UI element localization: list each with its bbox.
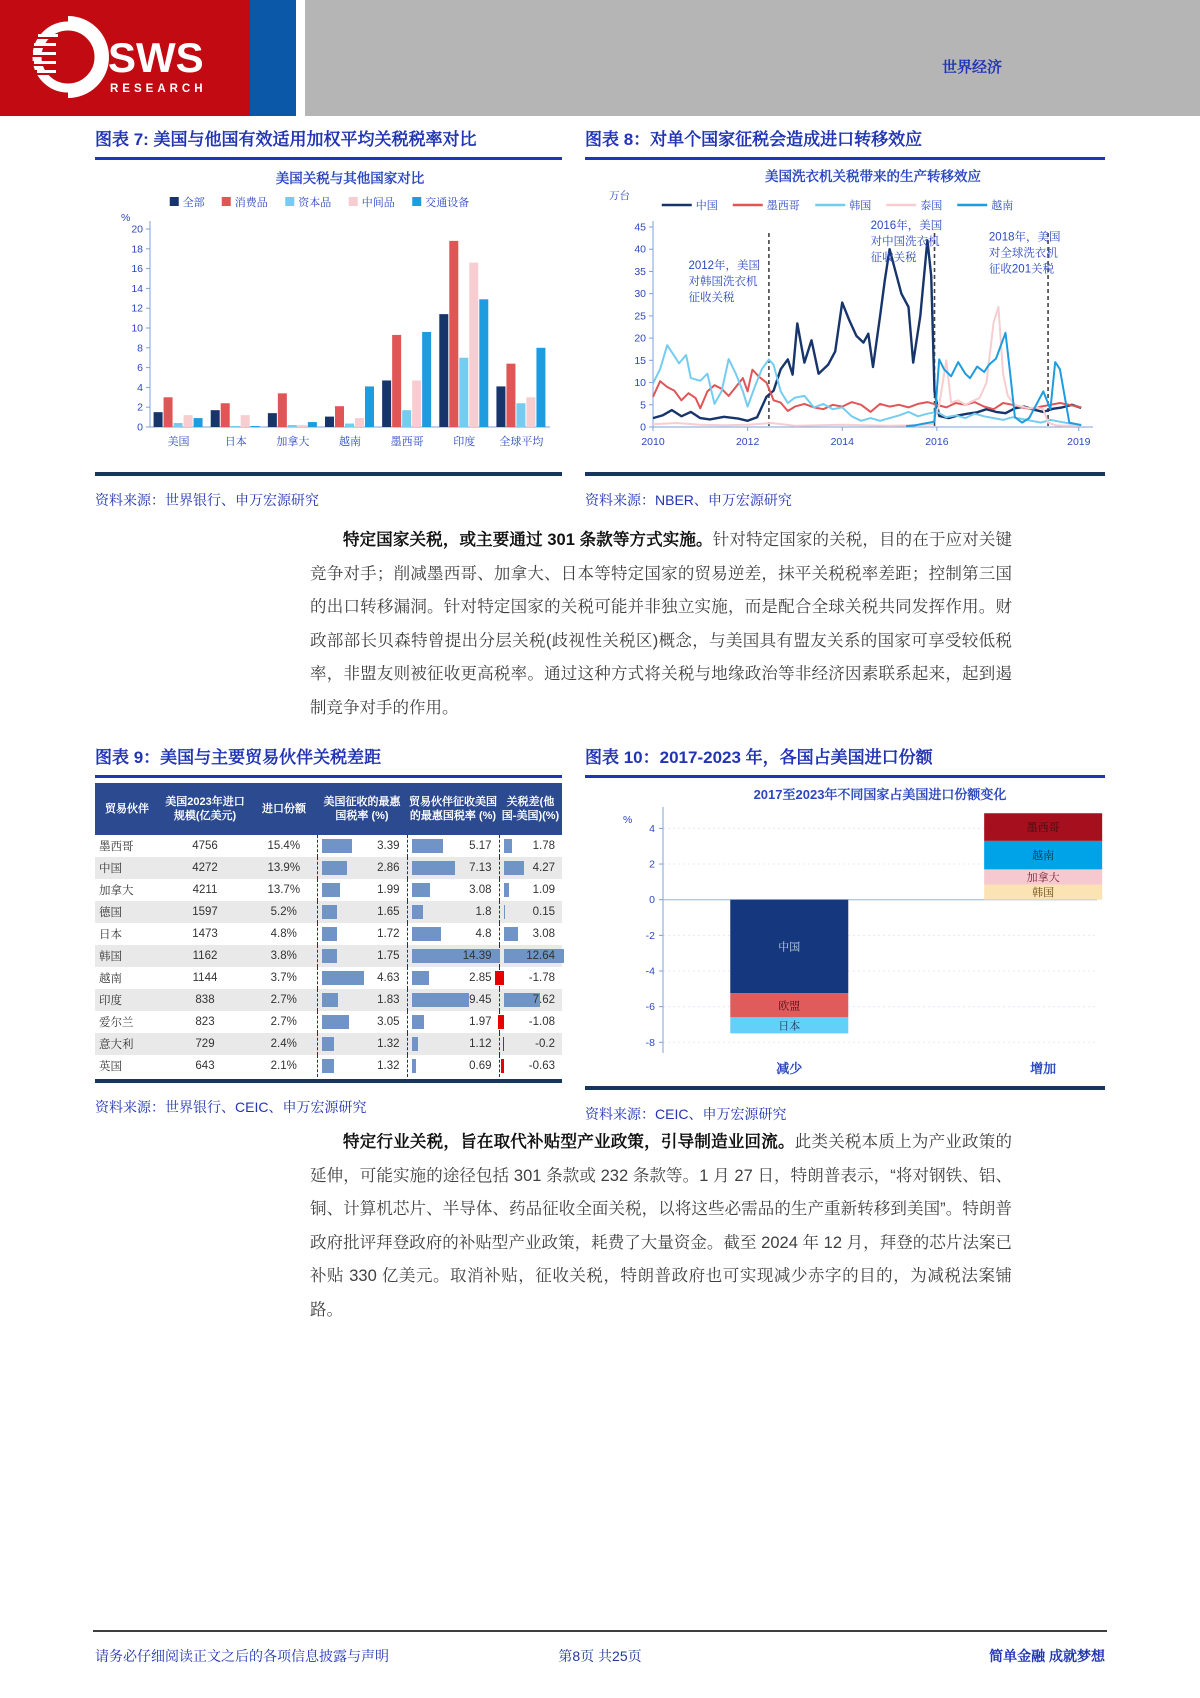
table-column-header: 美国征收的最惠国税率 (%): [317, 783, 407, 835]
svg-text:8: 8: [137, 342, 143, 355]
table-bar-cell: 1.12: [407, 1033, 499, 1055]
svg-text:美国洗衣机关税带来的生产转移效应: 美国洗衣机关税带来的生产转移效应: [765, 169, 981, 184]
table-cell: 德国: [99, 907, 122, 919]
table-bar-cell: 1.99: [317, 879, 407, 901]
svg-text:墨西哥: 墨西哥: [390, 436, 424, 448]
table-bar-cell: 4.8: [407, 923, 499, 945]
svg-text:20: 20: [634, 332, 646, 345]
table-row: [95, 1011, 562, 1033]
table-bar-cell: 7.62: [499, 989, 562, 1011]
svg-text:2016: 2016: [925, 436, 949, 448]
figure8: [585, 128, 1105, 510]
svg-text:0: 0: [137, 421, 143, 434]
table-cell: 印度: [99, 995, 122, 1007]
figure7-bottom-rule: [95, 472, 562, 476]
svg-text:中国: 中国: [695, 200, 718, 212]
svg-text:15: 15: [634, 354, 646, 367]
table-bar-cell: 1.83: [317, 989, 407, 1011]
svg-text:45: 45: [634, 221, 646, 234]
svg-text:20: 20: [131, 223, 143, 236]
svg-text:资本品: 资本品: [298, 197, 332, 209]
figure10-title: 图表 10：2017-2023 年，各国占美国进口份额: [585, 746, 1105, 778]
figure9-bottom-rule: [95, 1079, 562, 1083]
table-row: [95, 879, 562, 901]
svg-text:0: 0: [640, 421, 646, 434]
table-cell: 4272: [192, 862, 218, 874]
figure8-bottom-rule: [585, 472, 1105, 476]
svg-text:越南: 越南: [339, 436, 361, 448]
svg-text:2019: 2019: [1067, 436, 1091, 448]
table-cell: 4756: [192, 840, 218, 852]
table-bar-cell: 1.32: [317, 1055, 407, 1077]
table-bar-cell: 2.85: [407, 967, 499, 989]
table-cell: 13.9%: [267, 862, 301, 874]
report-header: [0, 0, 1200, 116]
table-bar-cell: 0.69: [407, 1055, 499, 1077]
svg-text:2: 2: [137, 401, 143, 414]
table-bar-cell: -1.78: [499, 967, 562, 989]
table-cell: 729: [195, 1038, 215, 1050]
svg-text:12: 12: [131, 302, 143, 315]
table-bar-cell: 2.86: [317, 857, 407, 879]
table-cell: 3.7%: [270, 972, 297, 984]
table-cell: 15.4%: [267, 840, 301, 852]
svg-text:全部: 全部: [182, 197, 205, 209]
brand-text: SWS: [108, 34, 204, 81]
figure8-chart: [585, 165, 1105, 465]
table-bar-cell: 1.78: [499, 835, 562, 857]
table-cell: 5.2%: [270, 906, 297, 918]
figure10-chart: [585, 783, 1105, 1079]
table-bar-cell: 1.75: [317, 945, 407, 967]
table-bar-cell: 3.39: [317, 835, 407, 857]
table-bar-cell: 3.05: [317, 1011, 407, 1033]
table-bar-cell: 4.27: [499, 857, 562, 879]
svg-text:40: 40: [634, 243, 646, 256]
figure10: [585, 746, 1105, 1124]
table-bar-cell: -0.63: [499, 1055, 562, 1077]
table-bar-cell: 0.15: [499, 901, 562, 923]
svg-text:2: 2: [649, 858, 655, 871]
table-row: [95, 923, 562, 945]
svg-text:中间品: 中间品: [361, 197, 395, 209]
svg-text:25: 25: [634, 310, 646, 323]
table-row: [95, 835, 562, 857]
table-cell: 日本: [99, 929, 122, 941]
table-row: [95, 901, 562, 923]
figure7-source: 资料来源：世界银行、申万宏源研究: [95, 492, 319, 508]
table-bar-cell: 5.17: [407, 835, 499, 857]
svg-text:对韩国洗衣机: 对韩国洗衣机: [688, 276, 758, 289]
table-cell: 643: [195, 1060, 215, 1072]
table-cell: 2.1%: [270, 1060, 297, 1072]
figure9-source: 资料来源：世界银行、CEIC、申万宏源研究: [95, 1099, 367, 1115]
paragraph-industry-tariffs: [310, 1126, 1012, 1327]
svg-text:2014: 2014: [830, 436, 854, 448]
svg-text:美国关税与其他国家对比: 美国关税与其他国家对比: [275, 171, 425, 186]
svg-text:征收关税: 征收关税: [870, 252, 917, 265]
table-row: [95, 945, 562, 967]
paragraph1-body: 针对特定国家的关税，目的在于应对关键竞争对手；削减墨西哥、加拿大、日本等特定国家的贸易逆差，抹平关税税率差距；控制第三国的出口转移漏洞。针对特定国家的关税可能并非独立实施，而是配合全球关税共同发挥作用。财政部部长贝森特曾提出分层关税(歧视性关税区)概念，与美国具有盟友关系的国家可享受较低税率，非盟友则被征收更高税率。通过这种方式将关税与地缘政治等非经济因素联系起来，起到遏制竞争对手的作用。: [310, 531, 1012, 717]
table-row: [95, 857, 562, 879]
table-bar-cell: 7.13: [407, 857, 499, 879]
table-column-header: 贸易伙伴征收美国的最惠国税率 (%): [407, 783, 499, 835]
table-cell: 4.8%: [270, 928, 297, 940]
paragraph-country-tariffs: [310, 524, 1012, 725]
table-row: [95, 989, 562, 1011]
svg-text:交通设备: 交通设备: [425, 197, 470, 209]
table-row: [95, 1055, 562, 1077]
table-cell: 墨西哥: [99, 841, 134, 853]
svg-text:10: 10: [634, 377, 646, 390]
svg-text:万台: 万台: [609, 190, 630, 202]
table-cell: 4211: [192, 884, 218, 896]
table-cell: 3.8%: [270, 950, 297, 962]
svg-text:30: 30: [634, 288, 646, 301]
table-cell: 爱尔兰: [99, 1017, 134, 1029]
svg-text:2012: 2012: [735, 436, 760, 448]
svg-text:加拿大: 加拿大: [1026, 871, 1060, 884]
svg-text:越南: 越南: [1032, 850, 1055, 863]
table-bar-cell: 12.64: [499, 945, 562, 967]
svg-text:征收201关税: 征收201关税: [988, 263, 1055, 276]
brand-subtext: RESEARCH: [110, 83, 207, 95]
svg-text:%: %: [121, 212, 131, 224]
svg-text:日本: 日本: [224, 436, 247, 448]
svg-text:18: 18: [131, 243, 143, 256]
footer-disclaimer: 请务必仔细阅读正文之后的各项信息披露与声明: [95, 1648, 389, 1664]
svg-text:6: 6: [137, 362, 143, 375]
svg-text:14: 14: [131, 282, 143, 295]
svg-text:35: 35: [634, 265, 646, 278]
figure10-source: 资料来源：CEIC、申万宏源研究: [585, 1106, 787, 1122]
figure8-source: 资料来源：NBER、申万宏源研究: [585, 492, 792, 508]
section-label: 世界经济: [941, 59, 1002, 76]
svg-text:-2: -2: [645, 929, 655, 942]
svg-text:减少: 减少: [776, 1061, 803, 1076]
footer-slogan: 简单金融 成就梦想: [989, 1648, 1105, 1664]
table-cell: 1473: [192, 928, 218, 940]
footer-page-number: 第8页 共25页: [558, 1648, 642, 1664]
footer-rule: [93, 1630, 1107, 1632]
svg-text:加拿大: 加拿大: [276, 436, 310, 448]
svg-text:-8: -8: [645, 1036, 655, 1049]
table-cell: 1144: [192, 972, 218, 984]
svg-text:5: 5: [640, 399, 646, 412]
table-cell: 意大利: [99, 1039, 134, 1051]
svg-text:美国: 美国: [167, 436, 190, 448]
table-cell: 2.4%: [270, 1038, 297, 1050]
figure9: [95, 746, 562, 1117]
svg-text:2016年，美国: 2016年，美国: [870, 220, 943, 233]
table-bar-cell: 1.32: [317, 1033, 407, 1055]
header-gray-bar: [305, 0, 1200, 116]
sws-logo-graphic: [0, 0, 250, 116]
table-cell: 1162: [192, 950, 218, 962]
paragraph2-lead: 特定行业关税，旨在取代补贴型产业政策，引导制造业回流。: [343, 1133, 795, 1151]
svg-text:墨西哥: 墨西哥: [766, 200, 800, 212]
svg-text:韩国: 韩国: [849, 200, 872, 212]
figure9-table: [95, 783, 562, 1077]
figure9-title: 图表 9：美国与主要贸易伙伴关税差距: [95, 746, 562, 778]
table-bar-cell: 3.08: [499, 923, 562, 945]
table-bar-cell: 1.72: [317, 923, 407, 945]
table-header-row: [95, 783, 562, 835]
table-column-header: 美国2023年进口规模(亿美元): [159, 783, 251, 835]
svg-text:%: %: [623, 814, 633, 826]
table-cell: 13.7%: [267, 884, 301, 896]
svg-text:对中国洗衣机: 对中国洗衣机: [870, 236, 940, 249]
svg-text:-4: -4: [645, 965, 655, 978]
table-cell: 2.7%: [270, 994, 297, 1006]
table-cell: 838: [195, 994, 215, 1006]
svg-text:泰国: 泰国: [920, 200, 943, 212]
table-cell: 823: [195, 1016, 215, 1028]
svg-text:2012年，美国: 2012年，美国: [688, 260, 761, 273]
svg-text:墨西哥: 墨西哥: [1026, 822, 1060, 835]
figure10-bottom-rule: [585, 1086, 1105, 1090]
svg-text:中国: 中国: [778, 941, 801, 954]
svg-text:印度: 印度: [453, 436, 476, 448]
table-cell: 2.7%: [270, 1016, 297, 1028]
table-column-header: 贸易伙伴: [95, 783, 159, 835]
svg-text:2017至2023年不同国家占美国进口份额变化: 2017至2023年不同国家占美国进口份额变化: [753, 787, 1007, 802]
table-bar-cell: 14.39: [407, 945, 499, 967]
table-cell: 韩国: [99, 951, 122, 963]
table-bar-cell: -0.2: [499, 1033, 562, 1055]
figure7: [95, 128, 562, 510]
svg-text:4: 4: [649, 822, 655, 835]
table-bar-cell: 1.97: [407, 1011, 499, 1033]
table-cell: 中国: [99, 863, 122, 875]
figure7-chart: [95, 165, 562, 465]
table-cell: 1597: [192, 906, 218, 918]
paragraph2-body: 此类关税本质上为产业政策的延伸，可能实施的途径包括 301 条款或 232 条款等。1 月 27 日，特朗普表示，“将对钢铁、铝、铜、计算机芯片、半导体、药品征收全面关税，以将这些必需品的生产重新转移到美国”。特朗普政府批评拜登政府的补贴型产业政策，耗费了大量资金。截至 2024 年 12 月，拜登的芯片法案已补贴 330 亿美元。取消补贴，征收关税，特朗普政府也可实现减少赤字的目的，为减税法案铺路。: [310, 1133, 1013, 1319]
table-bar-cell: 3.08: [407, 879, 499, 901]
table-cell: 加拿大: [99, 885, 134, 897]
header-blue-strip: [250, 0, 296, 116]
svg-text:-6: -6: [645, 1001, 655, 1014]
svg-text:16: 16: [131, 263, 143, 276]
svg-text:0: 0: [649, 894, 655, 907]
svg-text:征收关税: 征收关税: [688, 292, 735, 305]
figure8-title: 图表 8：对单个国家征税会造成进口转移效应: [585, 128, 1105, 160]
table-cell: 越南: [99, 973, 122, 985]
svg-text:对全球洗衣机: 对全球洗衣机: [988, 247, 1058, 260]
svg-text:韩国: 韩国: [1032, 887, 1055, 900]
paragraph1-lead: 特定国家关税，或主要通过 301 条款等方式实施。: [343, 531, 713, 549]
svg-text:2010: 2010: [641, 436, 665, 448]
table-bar-cell: 4.63: [317, 967, 407, 989]
svg-text:消费品: 消费品: [234, 197, 268, 209]
svg-text:增加: 增加: [1030, 1061, 1057, 1076]
svg-text:全球平均: 全球平均: [499, 436, 544, 448]
table-cell: 英国: [99, 1061, 122, 1073]
figure7-title: 图表 7: 美国与他国有效适用加权平均关税税率对比: [95, 128, 562, 160]
table-bar-cell: 1.65: [317, 901, 407, 923]
svg-text:2018年，美国: 2018年，美国: [988, 231, 1061, 244]
table-bar-cell: 9.45: [407, 989, 499, 1011]
svg-text:10: 10: [131, 322, 143, 335]
table-bar-cell: 1.8: [407, 901, 499, 923]
table-column-header: 关税差(他国-美国)(%): [499, 783, 562, 835]
svg-text:4: 4: [137, 381, 143, 394]
table-row: [95, 1033, 562, 1055]
sws-logo: [0, 0, 250, 116]
table-bar-cell: 1.09: [499, 879, 562, 901]
table-bar-cell: -1.08: [499, 1011, 562, 1033]
svg-text:欧盟: 欧盟: [778, 1000, 801, 1013]
table-column-header: 进口份额: [251, 783, 317, 835]
svg-text:日本: 日本: [778, 1020, 801, 1033]
svg-text:越南: 越南: [991, 200, 1014, 212]
table-row: [95, 967, 562, 989]
